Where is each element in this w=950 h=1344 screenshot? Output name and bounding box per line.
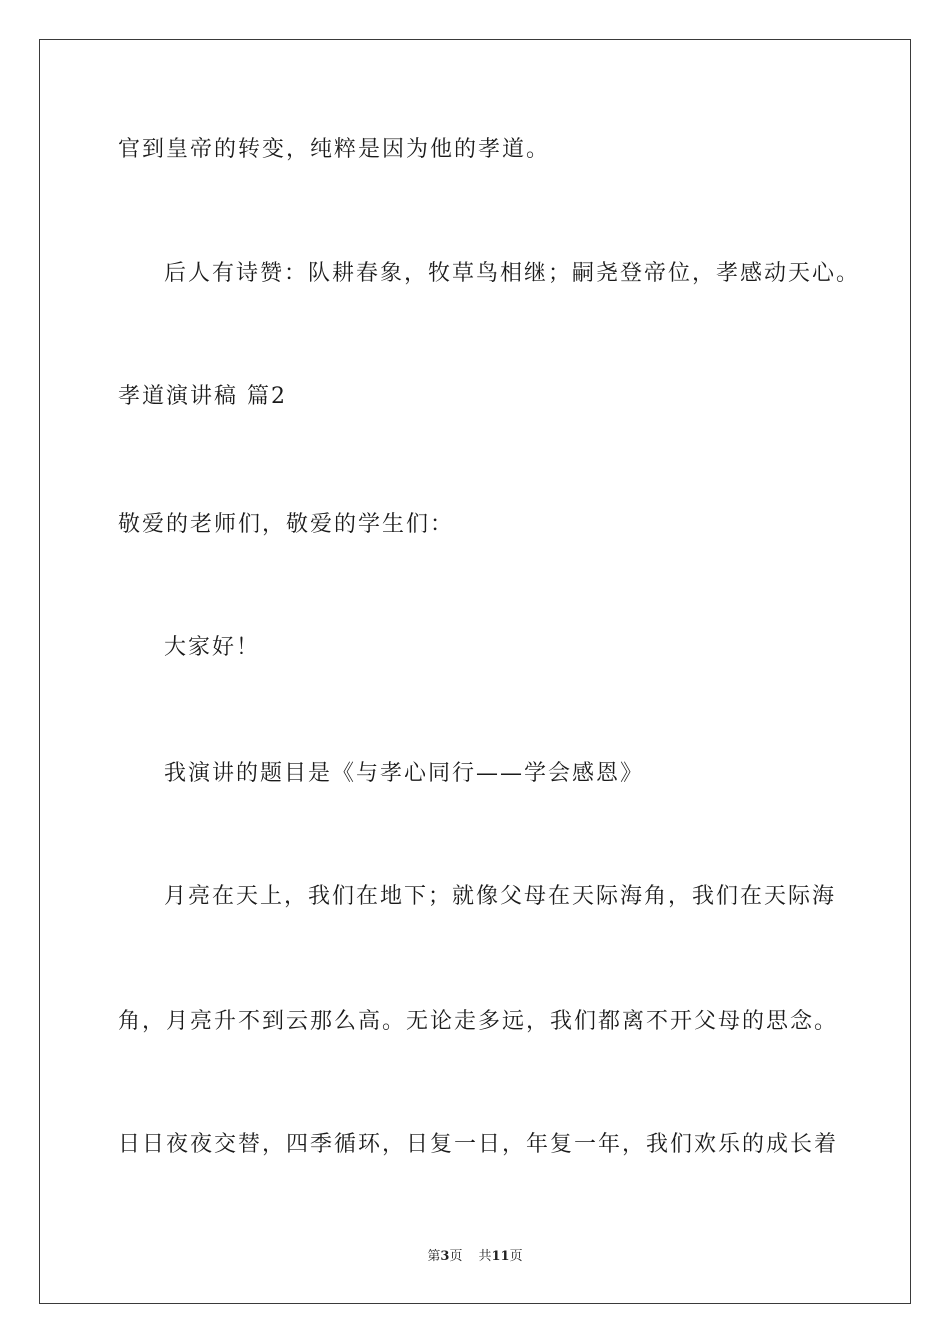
paragraph-line-2: 后人有诗赞：队耕春象，牧草鸟相继；嗣尧登帝位，孝感动天心。 <box>164 261 861 286</box>
greeting-line: 敬爱的老师们，敬爱的学生们： <box>118 512 455 537</box>
paragraph-line-7: 月亮在天上，我们在地下；就像父母在天际海角，我们在天际海 <box>164 884 837 909</box>
paragraph-line-1: 官到皇帝的转变，纯粹是因为他的孝道。 <box>118 137 551 162</box>
footer-page-suffix: 页 <box>449 1249 463 1264</box>
footer-total-pages: 11 <box>491 1249 510 1264</box>
paragraph-line-9: 日日夜夜交替，四季循环，日复一日，年复一年，我们欢乐的成长着 <box>118 1132 839 1157</box>
footer-total-prefix: 共 <box>478 1249 492 1264</box>
paragraph-line-8: 角，月亮升不到云那么高。无论走多远，我们都离不开父母的思念。 <box>118 1009 839 1034</box>
footer-page-number: 3 <box>440 1249 450 1264</box>
footer-total-suffix: 页 <box>509 1249 523 1264</box>
page-footer <box>0 1248 950 1266</box>
footer-page-prefix: 第 <box>427 1249 441 1264</box>
speech-title-line: 我演讲的题目是《与孝心同行——学会感恩》 <box>164 761 645 786</box>
page-border <box>39 39 911 1304</box>
section-heading: 孝道演讲稿 篇2 <box>118 384 287 409</box>
hello-line: 大家好！ <box>164 635 261 660</box>
